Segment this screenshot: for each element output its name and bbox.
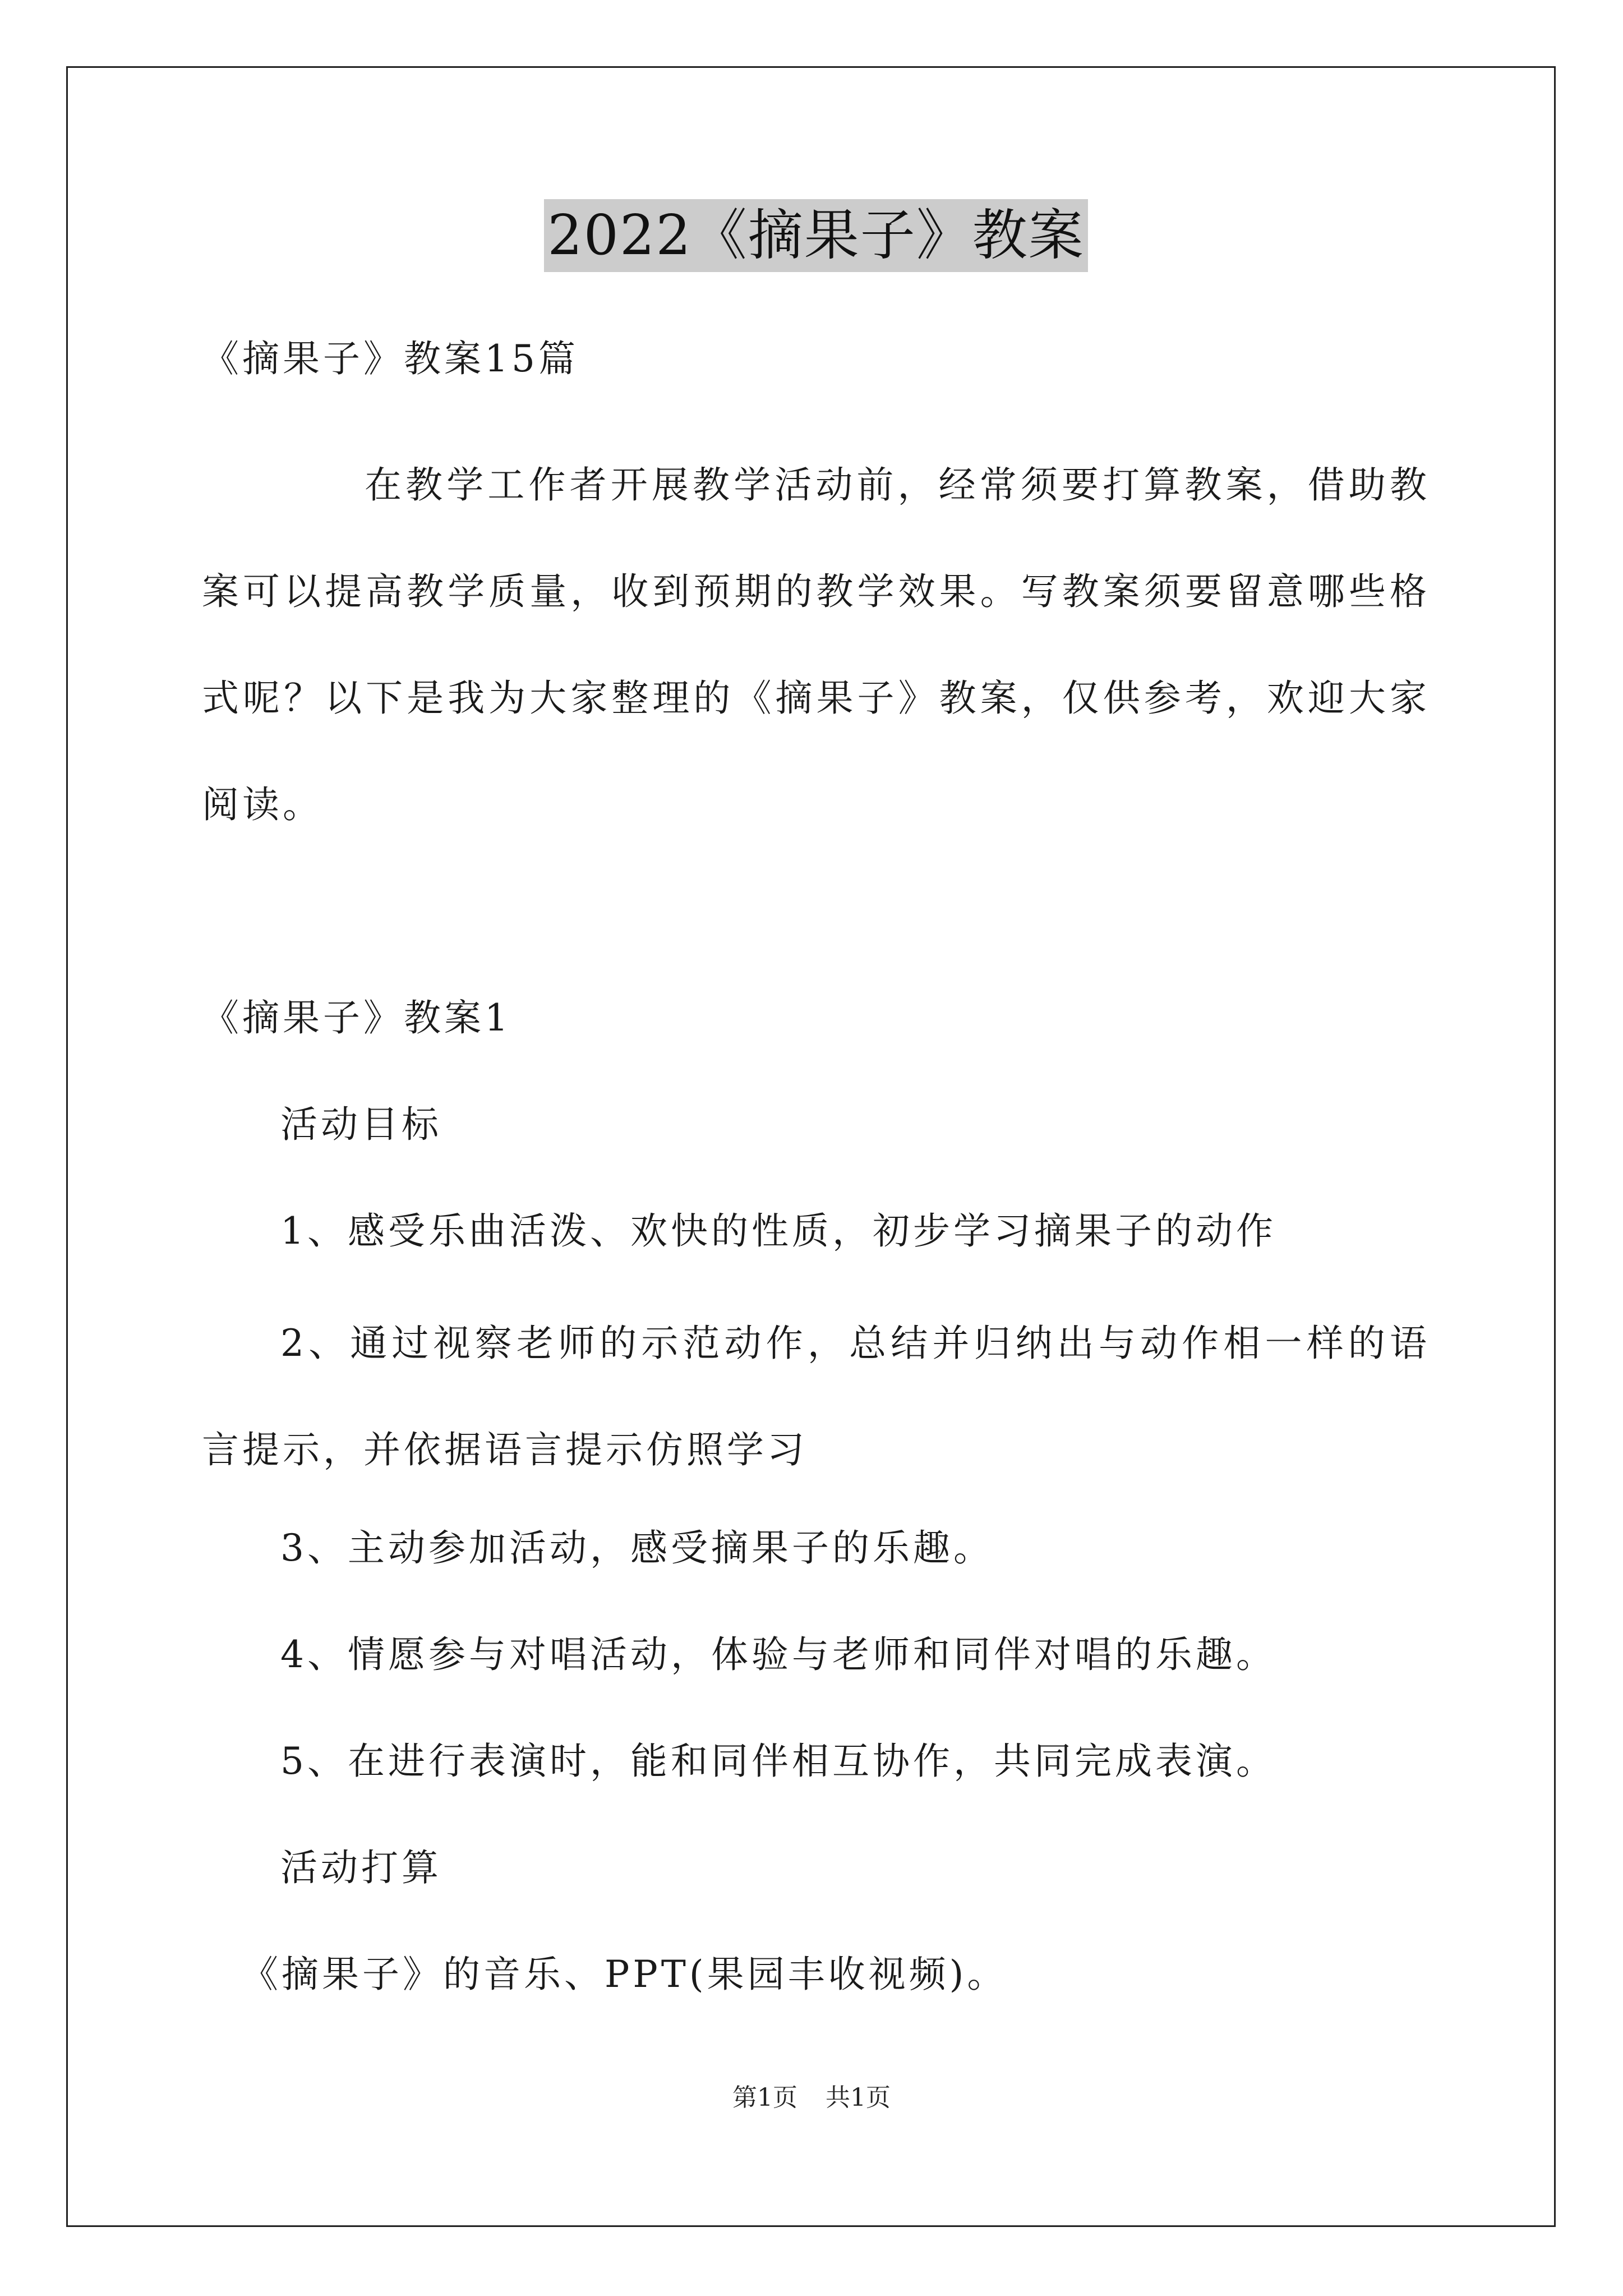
section-heading: 《摘果子》教案1 bbox=[202, 996, 511, 1039]
page-footer bbox=[0, 2081, 1623, 2115]
goal-item-2: 2、通过视察老师的示范动作，总结并归纳出与动作相一样的语言提示，并依据语言提示仿照学习 bbox=[202, 1322, 1430, 1471]
goal-item-3: 3、主动参加活动，感受摘果子的乐趣。 bbox=[280, 1526, 994, 1570]
page-total-label: 共1页 bbox=[826, 2083, 891, 2112]
prep-heading: 活动打算 bbox=[280, 1846, 442, 1889]
document-title: 2022《摘果子》教案 bbox=[544, 199, 1087, 272]
document-subtitle: 《摘果子》教案15篇 bbox=[202, 337, 579, 380]
title-container bbox=[202, 199, 1430, 272]
page-current-label: 第1页 bbox=[732, 2083, 797, 2112]
intro-paragraph: 在教学工作者开展教学活动前，经常须要打算教案，借助教案可以提高教学质量，收到预期的教学效果。写教案须要留意哪些格式呢？以下是我为大家整理的《摘果子》教案，仅供参考，欢迎大家阅读。 bbox=[202, 463, 1430, 826]
goal-item-5: 5、在进行表演时，能和同伴相互协作，共同完成表演。 bbox=[280, 1740, 1276, 1783]
prep-text: 《摘果子》的音乐、PPT(果园丰收视频)。 bbox=[241, 1953, 1008, 1996]
goal-item-1: 1、感受乐曲活泼、欢快的性质，初步学习摘果子的动作 bbox=[280, 1209, 1276, 1253]
goal-item-4: 4、情愿参与对唱活动，体验与老师和同伴对唱的乐趣。 bbox=[280, 1633, 1276, 1676]
goals-heading: 活动目标 bbox=[280, 1103, 442, 1146]
